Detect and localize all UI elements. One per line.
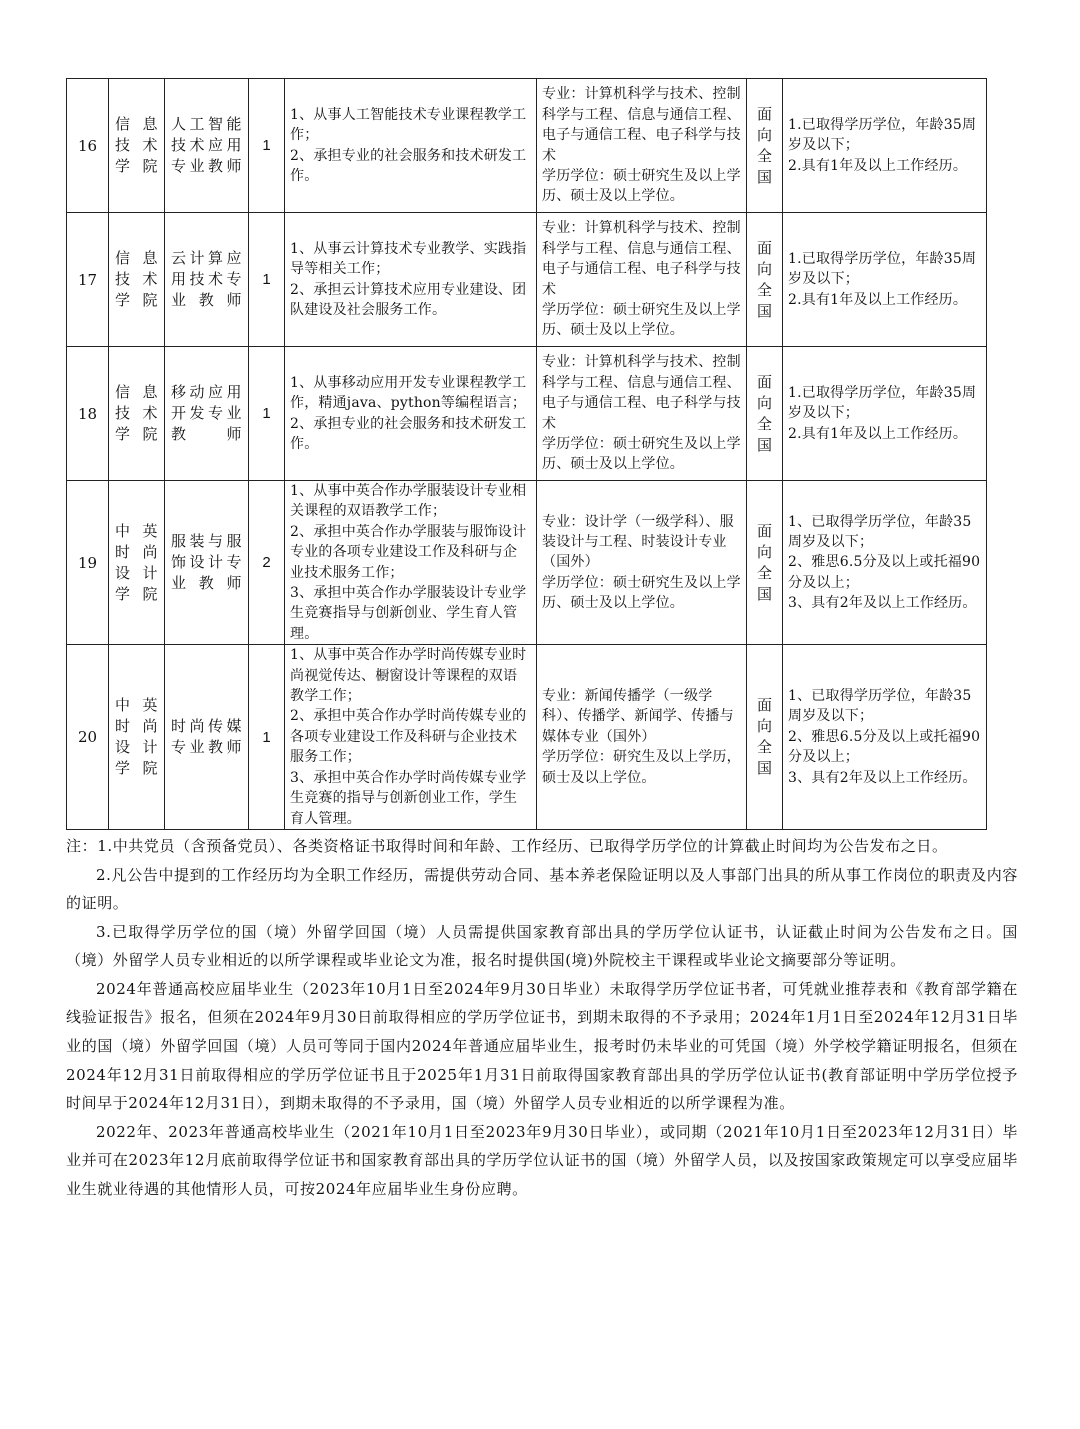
table-row [67,481,987,645]
row-number: 16 [67,79,109,213]
position-name: 时尚传媒专业教师 [171,717,242,757]
college-name: 信息技术学院 [115,249,158,309]
headcount: 1 [249,347,285,481]
note-1: 注：1.中共党员（含预备党员）、各类资格证书取得时间和年龄、工作经历、已取得学历学位的计算截止时间均为公告发布之日。 [66,836,948,855]
headcount: 1 [249,213,285,347]
row-number: 17 [67,213,109,347]
major-requirement: 专业：设计学（一级学科）、服装设计与工程、时装设计专业（国外） 学历学位：硕士研究生及以上学历、硕士及以上学位。 [542,513,741,612]
notes-section [66,832,1018,1204]
table-row [67,213,987,347]
fresh-graduate-paragraph: 2024年普通高校应届毕业生（2023年10月1日至2024年9月30日毕业）未取得学历学位证书者，可凭就业推荐表和《教育部学籍在线验证报告》报名，但须在2024年9月30日前取得相应的学历学位证书，到期未取得的不予录用；2024年1月1日至2024年12月31日毕业的国（境）外留学回国（境）人员可等同于国内2024年普通应届毕业生，报考时仍未毕业的可凭国（境）外学校学籍证明报名，但须在2024年12月31日前取得相应的学历学位证书且于2025年1月31日前取得国家教育部出具的学历学位认证书(教育部证明中学历学位授予时间早于2024年12月31日），到期未取得的不予录用，国（境）外留学人员专业相近的以所学课程为准。 [66,979,1018,1113]
prior-graduate-paragraph: 2022年、2023年普通高校毕业生（2021年10月1日至2023年9月30日毕业），或同期（2021年10月1日至2023年12月31日）毕业并可在2023年12月底前取得学位证书和国家教育部出具的学历学位认证书的国（境）外留学人员，以及按国家政策规定可以享受应届毕业生就业待遇的其他情形人员，可按2024年应届毕业生身份应聘。 [66,1122,1018,1199]
table-row [67,79,987,213]
major-requirement: 专业：计算机科学与技术、控制科学与工程、信息与通信工程、电子与通信工程、电子科学与技术 学历学位：硕士研究生及以上学历、硕士及以上学位。 [542,354,741,473]
headcount: 1 [249,79,285,213]
recruitment-table [66,78,987,830]
position-name: 人工智能技术应用专业教师 [171,115,242,175]
headcount: 2 [249,481,285,645]
other-requirements: 1.已取得学历学位，年龄35周岁及以下； 2.具有1年及以上工作经历。 [788,384,977,442]
job-duties: 1、从事中英合作办学服装设计专业相关课程的双语教学工作； 2、承担中英合作办学服装与服饰设计专业的各项专业建设工作及科研与企业技术服务工作； 3、承担中英合作办学服装设计专业学生竞赛指导与创新创业、学生育人管理。 [290,483,527,642]
recruit-scope: 面向全国 [756,372,772,454]
recruit-scope: 面向全国 [756,238,772,320]
job-duties: 1、从事人工智能技术专业课程教学工作； 2、承担专业的社会服务和技术研发工作。 [290,106,527,184]
row-number: 19 [67,481,109,645]
position-name: 服装与服饰设计专业教师 [171,532,242,593]
position-name: 移动应用开发专业教师 [171,383,242,443]
table-row [67,347,987,481]
job-duties: 1、从事云计算技术专业教学、实践指导等相关工作； 2、承担云计算技术应用专业建设、团队建设及社会服务工作。 [290,240,527,318]
other-requirements: 1、已取得学历学位，年龄35周岁及以下； 2、雅思6.5分及以上或托福90分及以上； 3、具有2年及以上工作经历。 [788,688,981,786]
college-name: 信息技术学院 [115,383,158,443]
note-3: 3.已取得学历学位的国（境）外留学回国（境）人员需提供国家教育部出具的学历学位认证书，认证截止时间为公告发布之日。国（境）外留学人员专业相近的以所学课程或毕业论文为准，报名时提供国(境)外院校主干课程或毕业论文摘要部分等证明。 [66,922,1018,970]
recruit-scope: 面向全国 [756,104,772,186]
college-name: 中英时尚设计学院 [115,696,158,778]
college-name: 信息技术学院 [115,115,158,175]
college-name: 中英时尚设计学院 [115,521,158,603]
recruit-scope: 面向全国 [756,696,772,778]
position-name: 云计算应用技术专业教师 [171,249,242,309]
headcount: 1 [249,645,285,830]
major-requirement: 专业：计算机科学与技术、控制科学与工程、信息与通信工程、电子与通信工程、电子科学与技术 学历学位：硕士研究生及以上学历、硕士及以上学位。 [542,220,741,339]
recruit-scope: 面向全国 [756,521,772,603]
other-requirements: 1.已取得学历学位，年龄35周岁及以下； 2.具有1年及以上工作经历。 [788,116,977,174]
job-duties: 1、从事中英合作办学时尚传媒专业时尚视觉传达、橱窗设计等课程的双语教学工作； 2、承担中英合作办学时尚传媒专业的各项专业建设工作及科研与企业技术服务工作； 3、承担中英合作办学时尚传媒专业学生竞赛的指导与创新创业工作，学生育人管理。 [290,647,527,827]
document-page [66,78,1018,1204]
major-requirement: 专业：计算机科学与技术、控制科学与工程、信息与通信工程、电子与通信工程、电子科学与技术 学历学位：硕士研究生及以上学历、硕士及以上学位。 [542,86,741,205]
other-requirements: 1、已取得学历学位，年龄35周岁及以下； 2、雅思6.5分及以上或托福90分及以上； 3、具有2年及以上工作经历。 [788,513,981,612]
other-requirements: 1.已取得学历学位，年龄35周岁及以下； 2.具有1年及以上工作经历。 [788,250,977,308]
job-duties: 1、从事移动应用开发专业课程教学工作，精通java、python等编程语言； 2、承担专业的社会服务和技术研发工作。 [290,374,527,452]
note-2: 2.凡公告中提到的工作经历均为全职工作经历，需提供劳动合同、基本养老保险证明以及人事部门出具的所从事工作岗位的职责及内容的证明。 [66,865,1018,913]
row-number: 18 [67,347,109,481]
major-requirement: 专业：新闻传播学（一级学科）、传播学、新闻学、传播与媒体专业（国外） 学历学位：研究生及以上学历，硕士及以上学位。 [542,688,741,786]
row-number: 20 [67,645,109,830]
table-row [67,645,987,830]
